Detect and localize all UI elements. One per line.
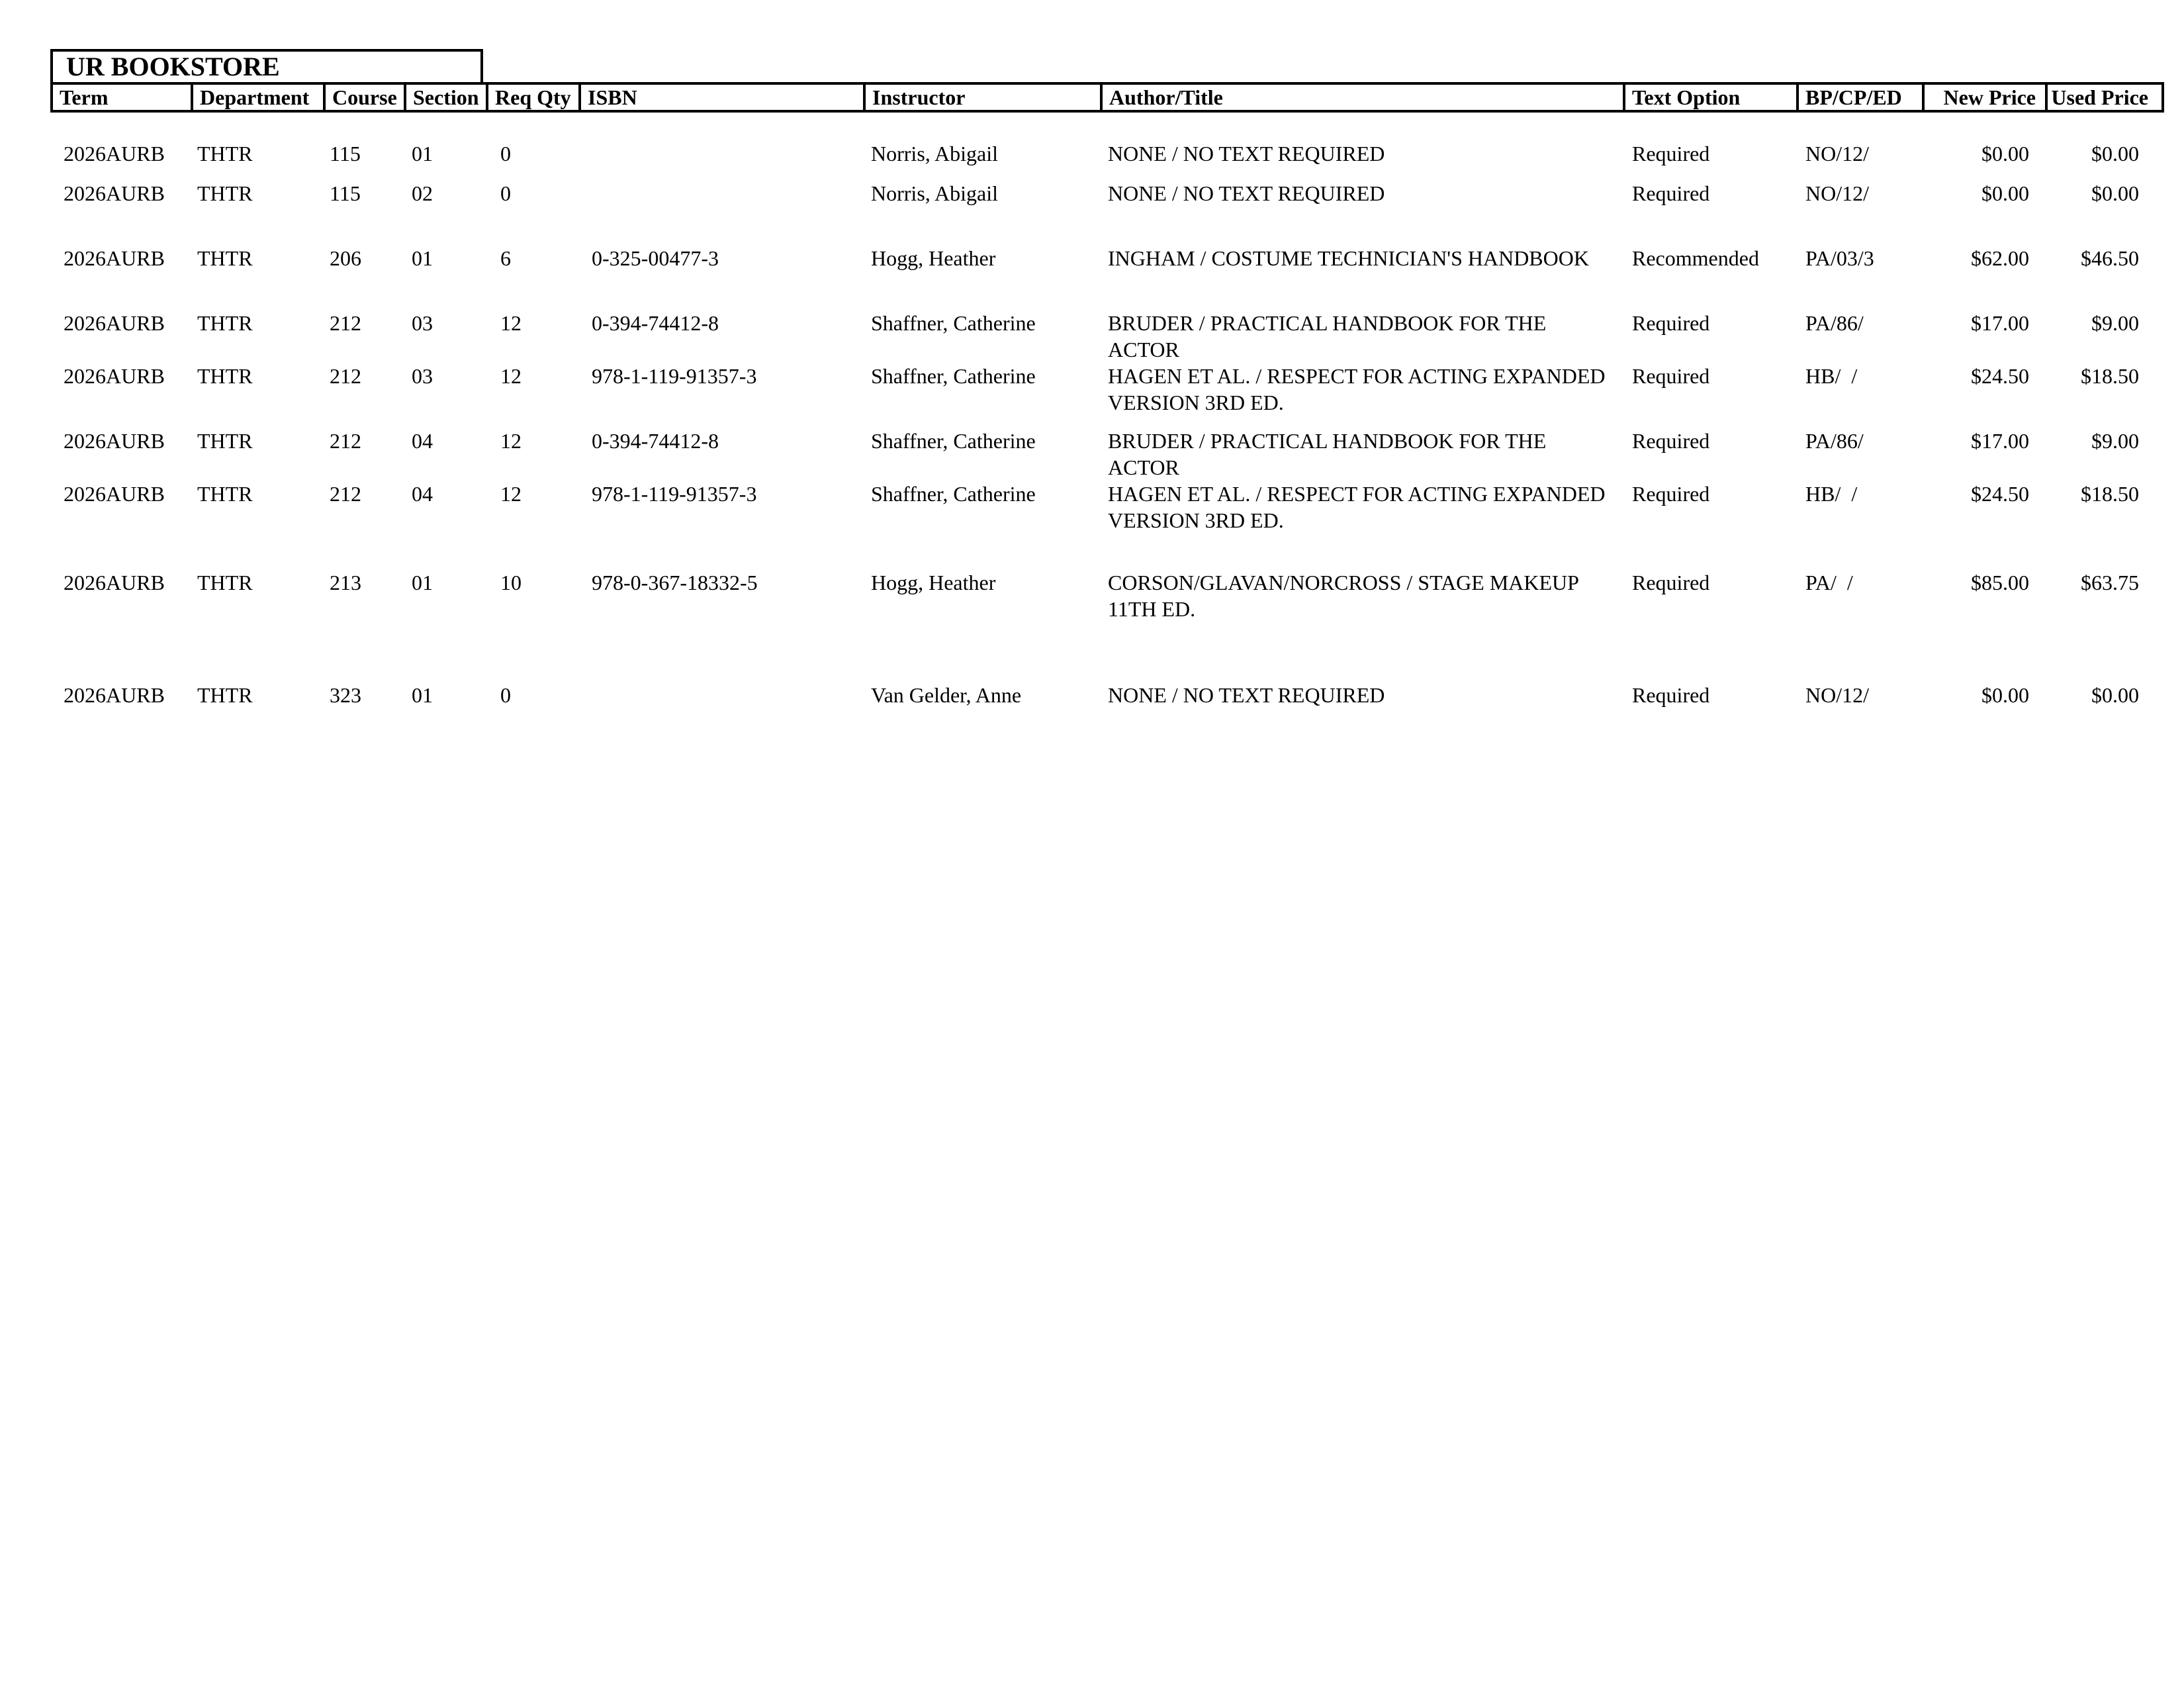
cell-section: 01 — [412, 142, 433, 165]
cell-section: 04 — [412, 429, 433, 453]
cell-text-option: Recommended — [1632, 246, 1759, 270]
cell-course: 212 — [330, 482, 361, 506]
cell-course: 115 — [330, 142, 361, 165]
cell-instructor: Norris, Abigail — [871, 142, 998, 165]
header-course: Course — [323, 85, 404, 110]
cell-text-option: Required — [1632, 364, 1710, 388]
cell-course: 212 — [330, 311, 361, 335]
cell-term: 2026AURB — [64, 482, 165, 506]
cell-term: 2026AURB — [64, 311, 165, 335]
cell-author-title: BRUDER / PRACTICAL HANDBOOK FOR THE ACTOR — [1108, 311, 1547, 361]
cell-used-price: $18.50 — [2081, 364, 2139, 388]
cell-author-title: HAGEN ET AL. / RESPECT FOR ACTING EXPANDED VERSION 3RD ED. — [1108, 482, 1606, 532]
cell-term: 2026AURB — [64, 246, 165, 270]
cell-used-price: $63.75 — [2081, 571, 2139, 594]
cell-req-qty: 10 — [500, 571, 522, 594]
cell-instructor: Norris, Abigail — [871, 181, 998, 205]
header-isbn: ISBN — [578, 85, 863, 110]
header-instructor: Instructor — [863, 85, 1100, 110]
cell-bp-cp-ed: PA/ / — [1805, 571, 1853, 594]
cell-author-title: BRUDER / PRACTICAL HANDBOOK FOR THE ACTOR — [1108, 429, 1547, 479]
cell-req-qty: 0 — [500, 181, 511, 205]
cell-req-qty: 12 — [500, 311, 522, 335]
header-author-title: Author/Title — [1100, 85, 1623, 110]
cell-instructor: Hogg, Heather — [871, 246, 996, 270]
cell-text-option: Required — [1632, 571, 1710, 594]
cell-term: 2026AURB — [64, 571, 165, 594]
cell-new-price: $0.00 — [1981, 142, 2029, 165]
cell-used-price: $9.00 — [2091, 311, 2139, 335]
cell-course: 212 — [330, 429, 361, 453]
cell-term: 2026AURB — [64, 142, 165, 165]
cell-section: 03 — [412, 311, 433, 335]
cell-author-title: NONE / NO TEXT REQUIRED — [1108, 142, 1385, 165]
cell-bp-cp-ed: PA/86/ — [1805, 311, 1864, 335]
cell-instructor: Shaffner, Catherine — [871, 364, 1036, 388]
cell-bp-cp-ed: NO/12/ — [1805, 142, 1869, 165]
cell-isbn: 978-0-367-18332-5 — [592, 571, 758, 594]
cell-isbn: 0-325-00477-3 — [592, 246, 719, 270]
cell-term: 2026AURB — [64, 683, 165, 707]
cell-isbn: 0-394-74412-8 — [592, 429, 719, 453]
cell-new-price: $0.00 — [1981, 683, 2029, 707]
cell-new-price: $24.50 — [1971, 482, 2029, 506]
cell-department: THTR — [197, 181, 253, 205]
report-title: UR BOOKSTORE — [50, 49, 483, 82]
table-header — [50, 82, 2164, 113]
cell-department: THTR — [197, 142, 253, 165]
cell-section: 04 — [412, 482, 433, 506]
cell-department: THTR — [197, 311, 253, 335]
cell-course: 206 — [330, 246, 361, 270]
cell-text-option: Required — [1632, 142, 1710, 165]
cell-isbn: 978-1-119-91357-3 — [592, 364, 757, 388]
cell-used-price: $0.00 — [2091, 142, 2139, 165]
cell-section: 03 — [412, 364, 433, 388]
cell-req-qty: 12 — [500, 429, 522, 453]
cell-new-price: $17.00 — [1971, 429, 2029, 453]
cell-instructor: Shaffner, Catherine — [871, 311, 1036, 335]
cell-instructor: Shaffner, Catherine — [871, 429, 1036, 453]
cell-req-qty: 0 — [500, 683, 511, 707]
cell-used-price: $46.50 — [2081, 246, 2139, 270]
cell-department: THTR — [197, 429, 253, 453]
cell-used-price: $0.00 — [2091, 683, 2139, 707]
cell-bp-cp-ed: PA/86/ — [1805, 429, 1864, 453]
header-section: Section — [404, 85, 486, 110]
cell-section: 01 — [412, 683, 433, 707]
cell-author-title: CORSON/GLAVAN/NORCROSS / STAGE MAKEUP 11TH ED. — [1108, 571, 1578, 621]
cell-author-title: HAGEN ET AL. / RESPECT FOR ACTING EXPANDED VERSION 3RD ED. — [1108, 364, 1606, 414]
cell-course: 115 — [330, 181, 361, 205]
cell-section: 02 — [412, 181, 433, 205]
cell-text-option: Required — [1632, 683, 1710, 707]
cell-used-price: $0.00 — [2091, 181, 2139, 205]
header-new-price: New Price — [1922, 85, 2045, 110]
cell-req-qty: 12 — [500, 364, 522, 388]
cell-text-option: Required — [1632, 311, 1710, 335]
cell-used-price: $18.50 — [2081, 482, 2139, 506]
header-term: Term — [60, 85, 109, 109]
cell-instructor: Van Gelder, Anne — [871, 683, 1022, 707]
cell-isbn: 0-394-74412-8 — [592, 311, 719, 335]
cell-term: 2026AURB — [64, 429, 165, 453]
cell-used-price: $9.00 — [2091, 429, 2139, 453]
cell-term: 2026AURB — [64, 181, 165, 205]
cell-author-title: NONE / NO TEXT REQUIRED — [1108, 181, 1385, 205]
cell-new-price: $85.00 — [1971, 571, 2029, 594]
cell-bp-cp-ed: NO/12/ — [1805, 181, 1869, 205]
header-bp-cp-ed: BP/CP/ED — [1796, 85, 1922, 110]
cell-department: THTR — [197, 571, 253, 594]
cell-course: 213 — [330, 571, 361, 594]
cell-bp-cp-ed: NO/12/ — [1805, 683, 1869, 707]
cell-new-price: $24.50 — [1971, 364, 2029, 388]
cell-new-price: $0.00 — [1981, 181, 2029, 205]
header-department: Department — [191, 85, 323, 110]
header-used-price: Used Price — [2045, 85, 2161, 110]
cell-text-option: Required — [1632, 181, 1710, 205]
cell-department: THTR — [197, 683, 253, 707]
cell-bp-cp-ed: PA/03/3 — [1805, 246, 1874, 270]
header-req-qty: Req Qty — [486, 85, 578, 110]
cell-instructor: Shaffner, Catherine — [871, 482, 1036, 506]
cell-course: 323 — [330, 683, 361, 707]
header-text-option: Text Option — [1623, 85, 1796, 110]
cell-course: 212 — [330, 364, 361, 388]
cell-text-option: Required — [1632, 482, 1710, 506]
cell-department: THTR — [197, 364, 253, 388]
cell-department: THTR — [197, 246, 253, 270]
cell-isbn: 978-1-119-91357-3 — [592, 482, 757, 506]
cell-text-option: Required — [1632, 429, 1710, 453]
cell-new-price: $62.00 — [1971, 246, 2029, 270]
cell-department: THTR — [197, 482, 253, 506]
cell-term: 2026AURB — [64, 364, 165, 388]
cell-req-qty: 12 — [500, 482, 522, 506]
cell-section: 01 — [412, 571, 433, 594]
cell-instructor: Hogg, Heather — [871, 571, 996, 594]
cell-author-title: NONE / NO TEXT REQUIRED — [1108, 683, 1385, 707]
cell-req-qty: 0 — [500, 142, 511, 165]
cell-section: 01 — [412, 246, 433, 270]
cell-bp-cp-ed: HB/ / — [1805, 482, 1858, 506]
cell-author-title: INGHAM / COSTUME TECHNICIAN'S HANDBOOK — [1108, 246, 1589, 270]
cell-bp-cp-ed: HB/ / — [1805, 364, 1858, 388]
cell-new-price: $17.00 — [1971, 311, 2029, 335]
cell-req-qty: 6 — [500, 246, 511, 270]
